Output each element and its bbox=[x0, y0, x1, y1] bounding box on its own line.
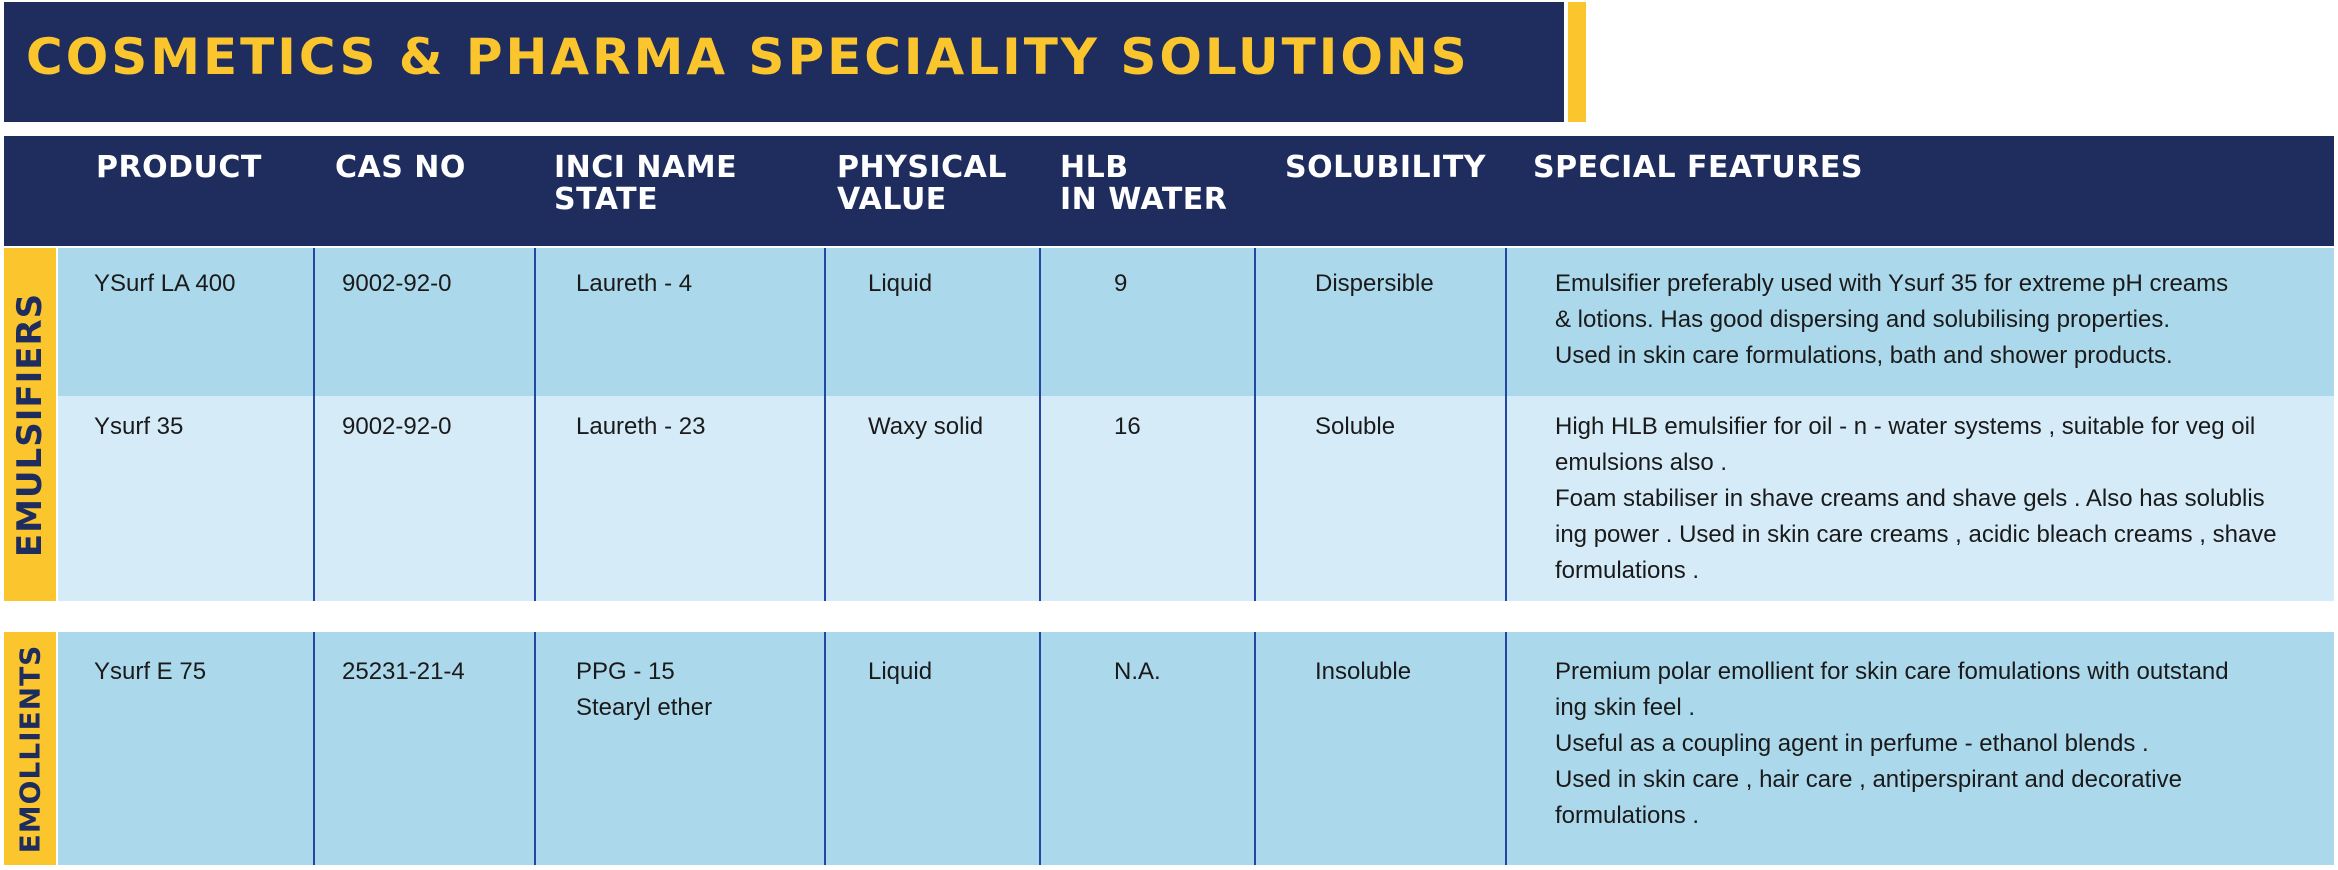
inci-line: PPG - 15 bbox=[576, 658, 675, 685]
cell-cas-no: 9002-92-0 bbox=[342, 270, 452, 297]
header-in-water: IN WATER bbox=[1060, 182, 1228, 217]
section-emulsifiers bbox=[4, 248, 56, 601]
header-cas-no: CAS NO bbox=[335, 150, 466, 185]
cell-product: YSurf LA 400 bbox=[94, 270, 236, 297]
page-title: COSMETICS & PHARMA SPECIALITY SOLUTIONS bbox=[26, 28, 1470, 86]
title-accent-bar bbox=[1568, 2, 1586, 122]
cell-cas-no: 9002-92-0 bbox=[342, 413, 452, 440]
cell-inci-name: Laureth - 4 bbox=[576, 270, 693, 297]
column-divider bbox=[1505, 632, 1507, 865]
feature-line: & lotions. Has good dispersing and solubilising properties. bbox=[1555, 306, 2171, 333]
feature-line: ing power . Used in skin care creams , acidic bleach creams , shave bbox=[1555, 521, 2277, 548]
cell-inci-name bbox=[576, 654, 712, 726]
header-state: STATE bbox=[554, 182, 659, 217]
cell-solubility: Insoluble bbox=[1315, 658, 1412, 685]
column-divider bbox=[313, 248, 315, 601]
cell-state: Liquid bbox=[868, 658, 933, 685]
column-divider bbox=[1254, 632, 1256, 865]
cell-product: Ysurf 35 bbox=[94, 413, 184, 440]
header-physical-value bbox=[837, 152, 1007, 216]
header-hlb-in-water bbox=[1060, 152, 1227, 216]
header-value: VALUE bbox=[837, 182, 947, 217]
feature-line: formulations . bbox=[1555, 802, 1700, 829]
cell-inci-name: Laureth - 23 bbox=[576, 413, 706, 440]
feature-line: Useful as a coupling agent in perfume - ethanol blends . bbox=[1555, 730, 2149, 757]
feature-line: Foam stabiliser in shave creams and shave gels . Also has solublis bbox=[1555, 485, 2265, 512]
feature-line: Emulsifier preferably used with Ysurf 35 for extreme pH creams bbox=[1555, 270, 2229, 297]
header-solubility: SOLUBILITY bbox=[1285, 150, 1487, 185]
column-divider bbox=[824, 248, 826, 601]
header-physical: PHYSICAL bbox=[837, 150, 1007, 185]
header-product: PRODUCT bbox=[96, 150, 262, 185]
section-label-emollients: EMOLLIENTS bbox=[13, 644, 47, 853]
header-hlb: HLB bbox=[1060, 150, 1129, 185]
header-inci-name: INCI NAME bbox=[554, 150, 738, 185]
header-inci-name-state bbox=[554, 152, 737, 216]
cell-hlb: N.A. bbox=[1114, 658, 1161, 685]
cell-solubility: Soluble bbox=[1315, 413, 1396, 440]
feature-line: Used in skin care , hair care , antiperspirant and decorative bbox=[1555, 766, 2182, 793]
cell-solubility: Dispersible bbox=[1315, 270, 1434, 297]
cell-state: Waxy solid bbox=[868, 413, 984, 440]
cell-product: Ysurf E 75 bbox=[94, 658, 207, 685]
header-special-features: SPECIAL FEATURES bbox=[1533, 150, 1863, 185]
column-divider bbox=[1039, 632, 1041, 865]
cell-hlb: 16 bbox=[1114, 413, 1141, 440]
column-divider bbox=[1505, 248, 1507, 601]
feature-line: emulsions also . bbox=[1555, 449, 1728, 476]
column-divider bbox=[824, 632, 826, 865]
feature-line: ing skin feel . bbox=[1555, 694, 1696, 721]
cell-state: Liquid bbox=[868, 270, 933, 297]
section-label-emulsifiers: EMULSIFIERS bbox=[10, 292, 50, 557]
cell-hlb: 9 bbox=[1114, 270, 1128, 297]
column-divider bbox=[534, 632, 536, 865]
section-emollients bbox=[4, 632, 56, 865]
cell-special-features bbox=[1555, 409, 2295, 589]
feature-line: Premium polar emollient for skin care fomulations with outstand bbox=[1555, 658, 2229, 685]
cell-special-features bbox=[1555, 266, 2295, 374]
column-divider bbox=[1254, 248, 1256, 601]
feature-line: Used in skin care formulations, bath and shower products. bbox=[1555, 342, 2173, 369]
feature-line: High HLB emulsifier for oil - n - water systems , suitable for veg oil bbox=[1555, 413, 2256, 440]
inci-line: Stearyl ether bbox=[576, 694, 713, 721]
column-divider bbox=[534, 248, 536, 601]
column-divider bbox=[1039, 248, 1041, 601]
cell-special-features bbox=[1555, 654, 2295, 834]
feature-line: formulations . bbox=[1555, 557, 1700, 584]
column-divider bbox=[313, 632, 315, 865]
cell-cas-no: 25231-21-4 bbox=[342, 658, 465, 685]
table-header bbox=[4, 136, 2334, 246]
